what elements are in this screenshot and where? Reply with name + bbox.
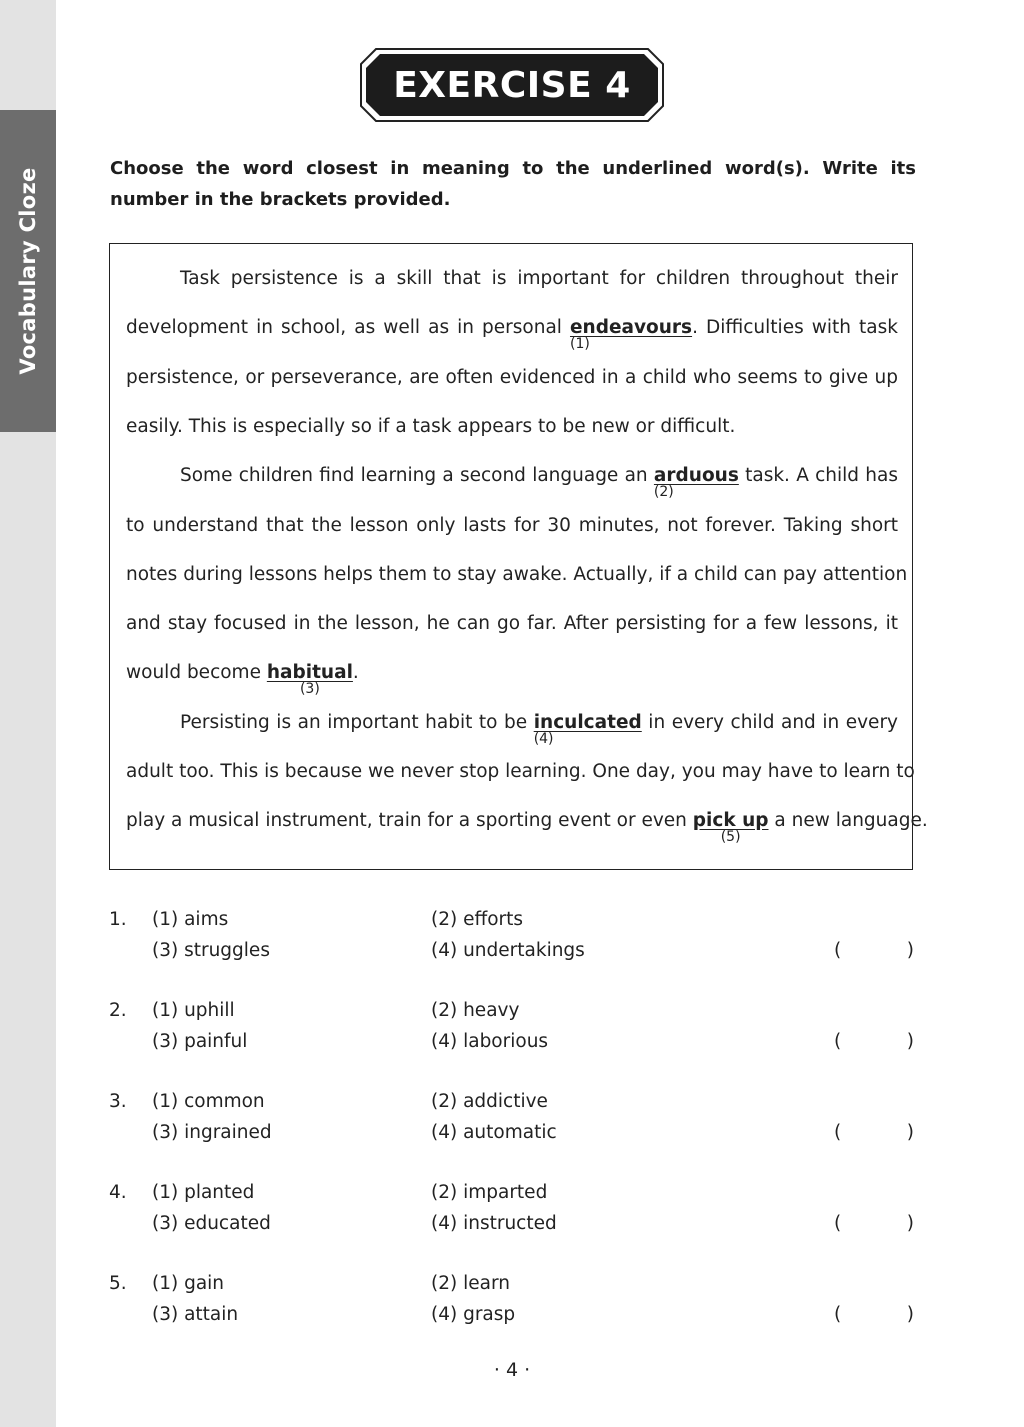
bracket-close: ) (906, 1213, 914, 1234)
passage-line (126, 461, 899, 500)
answer-bracket[interactable] (834, 936, 914, 966)
passage-text-segment: development in school, as well as in personal (126, 317, 570, 338)
passage-text-segment: . (352, 662, 359, 683)
keyword-text: endeavours (569, 317, 693, 338)
passage-line: adult too. This is because we never stop learning. One day, you may have to learn to (126, 761, 915, 782)
page-number: · 4 · (493, 1359, 531, 1381)
underlined-keyword (569, 313, 693, 352)
underlined-keyword (653, 461, 739, 500)
answer-option: (4) grasp (431, 1304, 516, 1325)
answer-option: (1) gain (152, 1273, 225, 1294)
keyword-number-marker: (4) (533, 731, 554, 747)
passage-line (126, 658, 898, 697)
underlined-keyword (533, 708, 642, 747)
side-tab-label: Vocabulary Cloze (16, 167, 40, 375)
answer-option: (2) imparted (431, 1182, 548, 1203)
keyword-number-marker: (5) (720, 829, 741, 845)
passage-line: to understand that the lesson only lasts for 30 minutes, not forever. Taking short (126, 515, 898, 536)
bracket-open: ( (834, 1304, 842, 1325)
bracket-open: ( (834, 1031, 842, 1052)
keyword-number-marker: (1) (569, 336, 590, 352)
passage-line: Task persistence is a skill that is important for children throughout their (180, 268, 898, 289)
keyword-text: pick up (692, 810, 769, 831)
bracket-close: ) (906, 1031, 914, 1052)
passage-text-segment: a new language. (768, 810, 928, 831)
question-number: 5. (109, 1273, 127, 1294)
question-number: 1. (109, 909, 127, 930)
keyword-text: inculcated (533, 712, 642, 733)
answer-option: (1) planted (152, 1182, 255, 1203)
bracket-close: ) (906, 940, 914, 961)
keyword-number-marker: (2) (653, 484, 674, 500)
instruction-text: Choose the word closest in meaning to the underlined word(s). Write its number in the brackets provided. (110, 158, 916, 210)
underlined-keyword (692, 806, 769, 845)
answer-bracket[interactable] (834, 1118, 914, 1148)
keyword-number-marker: (3) (299, 681, 320, 697)
bracket-open: ( (834, 1122, 842, 1143)
answer-option: (1) common (152, 1091, 265, 1112)
passage-text-segment: Some children find learning a second language an (180, 465, 654, 486)
passage-text-segment: would become (126, 662, 267, 683)
answer-option: (3) ingrained (152, 1122, 272, 1143)
answer-option: (3) painful (152, 1031, 248, 1052)
answer-option: (1) uphill (152, 1000, 235, 1021)
answer-bracket[interactable] (834, 1209, 914, 1239)
bracket-open: ( (834, 940, 842, 961)
answer-option: (2) addictive (431, 1091, 548, 1112)
answer-option: (4) laborious (431, 1031, 549, 1052)
passage-line: and stay focused in the lesson, he can go far. After persisting for a few lessons, it (126, 613, 898, 634)
bracket-close: ) (906, 1122, 914, 1143)
passage-text-segment: in every child and in every (641, 712, 898, 733)
answer-option: (1) aims (152, 909, 229, 930)
keyword-text: arduous (653, 465, 739, 486)
answer-option: (3) attain (152, 1304, 239, 1325)
question-number: 3. (109, 1091, 127, 1112)
answer-option: (4) automatic (431, 1122, 557, 1143)
section-side-tab (0, 110, 56, 432)
underlined-keyword (266, 658, 353, 697)
passage-text-segment: Persisting is an important habit to be (180, 712, 534, 733)
answer-option: (3) struggles (152, 940, 270, 961)
answer-option: (3) educated (152, 1213, 271, 1234)
answer-option: (4) undertakings (431, 940, 585, 961)
bracket-close: ) (906, 1304, 914, 1325)
keyword-text: habitual (266, 662, 353, 683)
answer-option: (2) learn (431, 1273, 510, 1294)
exercise-title: EXERCISE 4 (393, 64, 631, 106)
question-number: 4. (109, 1182, 127, 1203)
answer-option: (2) efforts (431, 909, 524, 930)
answer-bracket[interactable] (834, 1300, 914, 1330)
passage-text-segment: . Difficulties with task (692, 317, 899, 338)
passage-line (126, 313, 899, 352)
passage-line (126, 708, 898, 747)
passage-line: persistence, or perseverance, are often evidenced in a child who seems to give up (126, 367, 898, 388)
passage-line: easily. This is especially so if a task appears to be new or difficult. (126, 416, 736, 437)
passage-text-segment: play a musical instrument, train for a sporting event or even (126, 810, 693, 831)
exercise-title-badge (360, 48, 664, 122)
passage-line (126, 806, 928, 845)
passage-text-segment: task. A child has (738, 465, 899, 486)
bracket-open: ( (834, 1213, 842, 1234)
answer-bracket[interactable] (834, 1027, 914, 1057)
question-number: 2. (109, 1000, 127, 1021)
passage-line: notes during lessons helps them to stay awake. Actually, if a child can pay attention (126, 564, 908, 585)
answer-option: (2) heavy (431, 1000, 520, 1021)
answer-option: (4) instructed (431, 1213, 557, 1234)
